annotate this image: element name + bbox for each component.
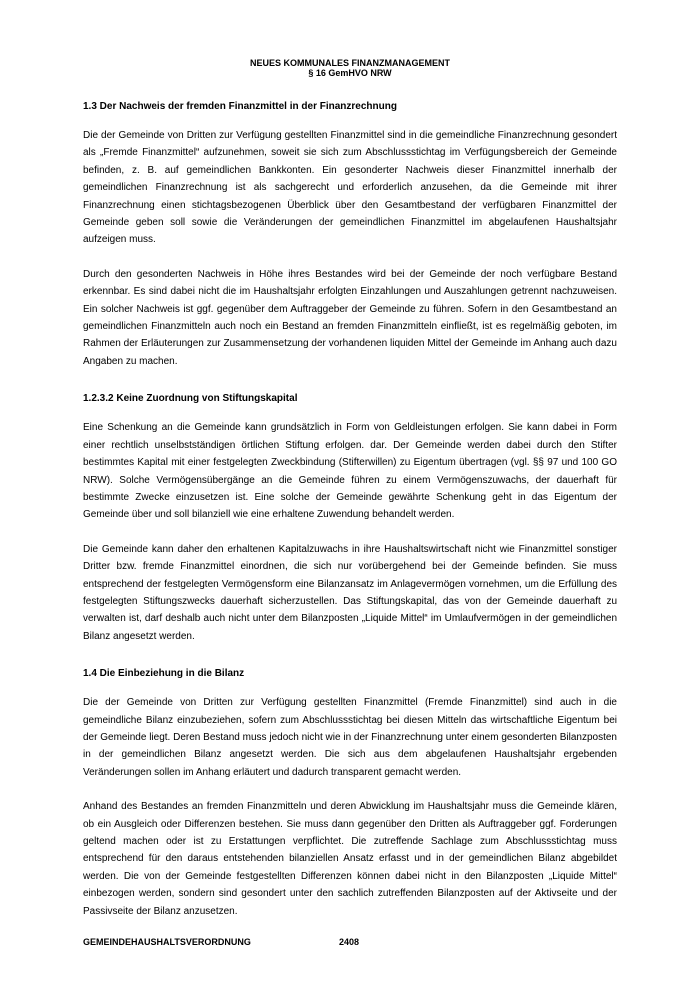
- paragraph: Eine Schenkung an die Gemeinde kann grundsätzlich in Form von Geldleistungen erfolgen. Sie kann dabei in Form einer rechtlich unselbstständigen örtlichen Stiftung erfolgen. dar. Der Gemeinde werden dabei durch den Stifter bestimmtes Kapital mit einer festgelegten Zweckbindung (Stifterwillen) zu Eigentum übertragen (vgl. §§ 97 und 100 GO NRW). Solche Vermögensübergänge an die Gemeinde führen zu einem Vermögenszuwachs, der dauerhaft für bestimmte Zwecke einzusetzen ist. Eine solche der Gemeinde gewährte Schenkung geht in das Eigentum der Gemeinde über und soll bilanziell wie eine erhaltene Zuwendung behandelt werden.: [83, 422, 617, 521]
- paragraph: Die der Gemeinde von Dritten zur Verfügung gestellten Finanzmittel (Fremde Finanzmittel) sind auch in die gemeindliche Bilanz einzubeziehen, sofern zum Abschlussstichtag bei diesen Mitteln das wirtschaftliche Eigentum bei der Gemeinde liegt. Deren Bestand muss jedoch nicht wie in der Finanzrechnung unter einem gesonderten Bilanzposten in der gemeindlichen Bilanz angesetzt werden. Die sich aus dem abgelaufenen Haushaltsjahr ergebenden Veränderungen sollen im Anhang erläutert und dadurch transparent gemacht werden.: [83, 697, 617, 778]
- footer-title: GEMEINDEHAUSHALTSVERORDNUNG: [83, 937, 251, 947]
- section-1-2-3-2: [83, 392, 617, 645]
- header-title: NEUES KOMMUNALES FINANZMANAGEMENT: [250, 58, 450, 68]
- section-1-4: [83, 667, 617, 920]
- section-heading: 1.4 Die Einbeziehung in die Bilanz: [83, 668, 245, 680]
- paragraph: Anhand des Bestandes an fremden Finanzmitteln und deren Abwicklung im Haushaltsjahr muss die Gemeinde klären, ob ein Ausgleich oder Differenzen bestehen. Sie muss dann gegenüber den Dritten als Auftraggeber ggf. Forderungen geltend machen oder ist zu Erstattungen verpflichtet. Die zutreffende Sachlage zum Abschlussstichtag muss entsprechend für den daraus entstehenden bilanziellen Ansatz erfasst und in der gemeindlichen Bilanz abgebildet werden. Die von der Gemeinde festgestellten Differenzen können dabei nicht in den Bilanzposten „Liquide Mittel“ einbezogen werden, sondern sind gesondert unter den sachlich zutreffenden Bilanzposten auf der Aktivseite und der Passivseite der Bilanz anzusetzen.: [83, 801, 617, 917]
- section-1-3: [83, 100, 617, 370]
- page-number: 2408: [339, 937, 360, 947]
- paragraph: Die Gemeinde kann daher den erhaltenen Kapitalzuwachs in ihre Haushaltswirtschaft nicht wie Finanzmittel sonstiger Dritter bzw. fremde Finanzmittel einordnen, die sich nur vorübergehend bei der Gemeinde befinden. Sie muss entsprechend der festgelegten Vermögensform eine Bilanzansatz im Anlagevermögen vornehmen, um die Erfüllung des festgelegten Stiftungszwecks dauerhaft sicherzustellen. Das Stiftungskapital, das von der Gemeinde dauerhaft zu verwalten ist, darf deshalb auch nicht unter dem Bilanzposten „Liquide Mittel“ im Umlaufvermögen in der gemeindlichen Bilanz angesetzt werden.: [83, 543, 617, 642]
- header-subtitle: § 16 GemHVO NRW: [308, 68, 392, 78]
- section-heading: 1.2.3.2 Keine Zuordnung von Stiftungskapital: [83, 393, 298, 405]
- paragraph: Durch den gesonderten Nachweis in Höhe ihres Bestandes wird bei der Gemeinde der noch verfügbare Bestand erkennbar. Es sind dabei nicht die im Haushaltsjahr erfolgten Einzahlungen und Auszahlungen getrennt nachzuweisen. Ein solcher Nachweis ist ggf. gegenüber dem Auftraggeber der Gemeinde zu führen. Sofern in den Gesamtbestand an gemeindlichen Finanzmitteln auch noch ein Bestand an fremden Finanzmitteln einfließt, ist es regelmäßig geboten, im Rahmen der Erläuterungen zur Zusammensetzung der vorhandenen liquiden Mittel der Gemeinde im Anhang auch dazu Angaben zu machen.: [83, 268, 617, 367]
- page-header: [0, 58, 700, 78]
- section-heading: 1.3 Der Nachweis der fremden Finanzmittel in der Finanzrechnung: [83, 101, 397, 112]
- document-body: [83, 100, 617, 937]
- paragraph: Die der Gemeinde von Dritten zur Verfügung gestellten Finanzmittel sind in die gemeindliche Finanzrechnung gesondert als „Fremde Finanzmittel“ aufzunehmen, soweit sie sich zum Abschlussstichtag im Verfügungsbereich der Gemeinde befinden, z. B. auf gemeindlichen Bankkonten. Ein gesonderter Nachweis dieser Finanzmittel innerhalb der gemeindlichen Finanzrechnung ist als sachgerecht und erforderlich anzusehen, da die Gemeinde mit ihrer Finanzrechnung einen stichtagsbezogenen Überblick über den Gesamtbestand der verfügbaren Finanzmittel der Gemeinde geben soll sowie die Veränderungen der gemeindlichen Finanzmittel im abgelaufenen Haushaltsjahr aufzeigen muss.: [83, 130, 617, 246]
- page-footer: [83, 936, 617, 948]
